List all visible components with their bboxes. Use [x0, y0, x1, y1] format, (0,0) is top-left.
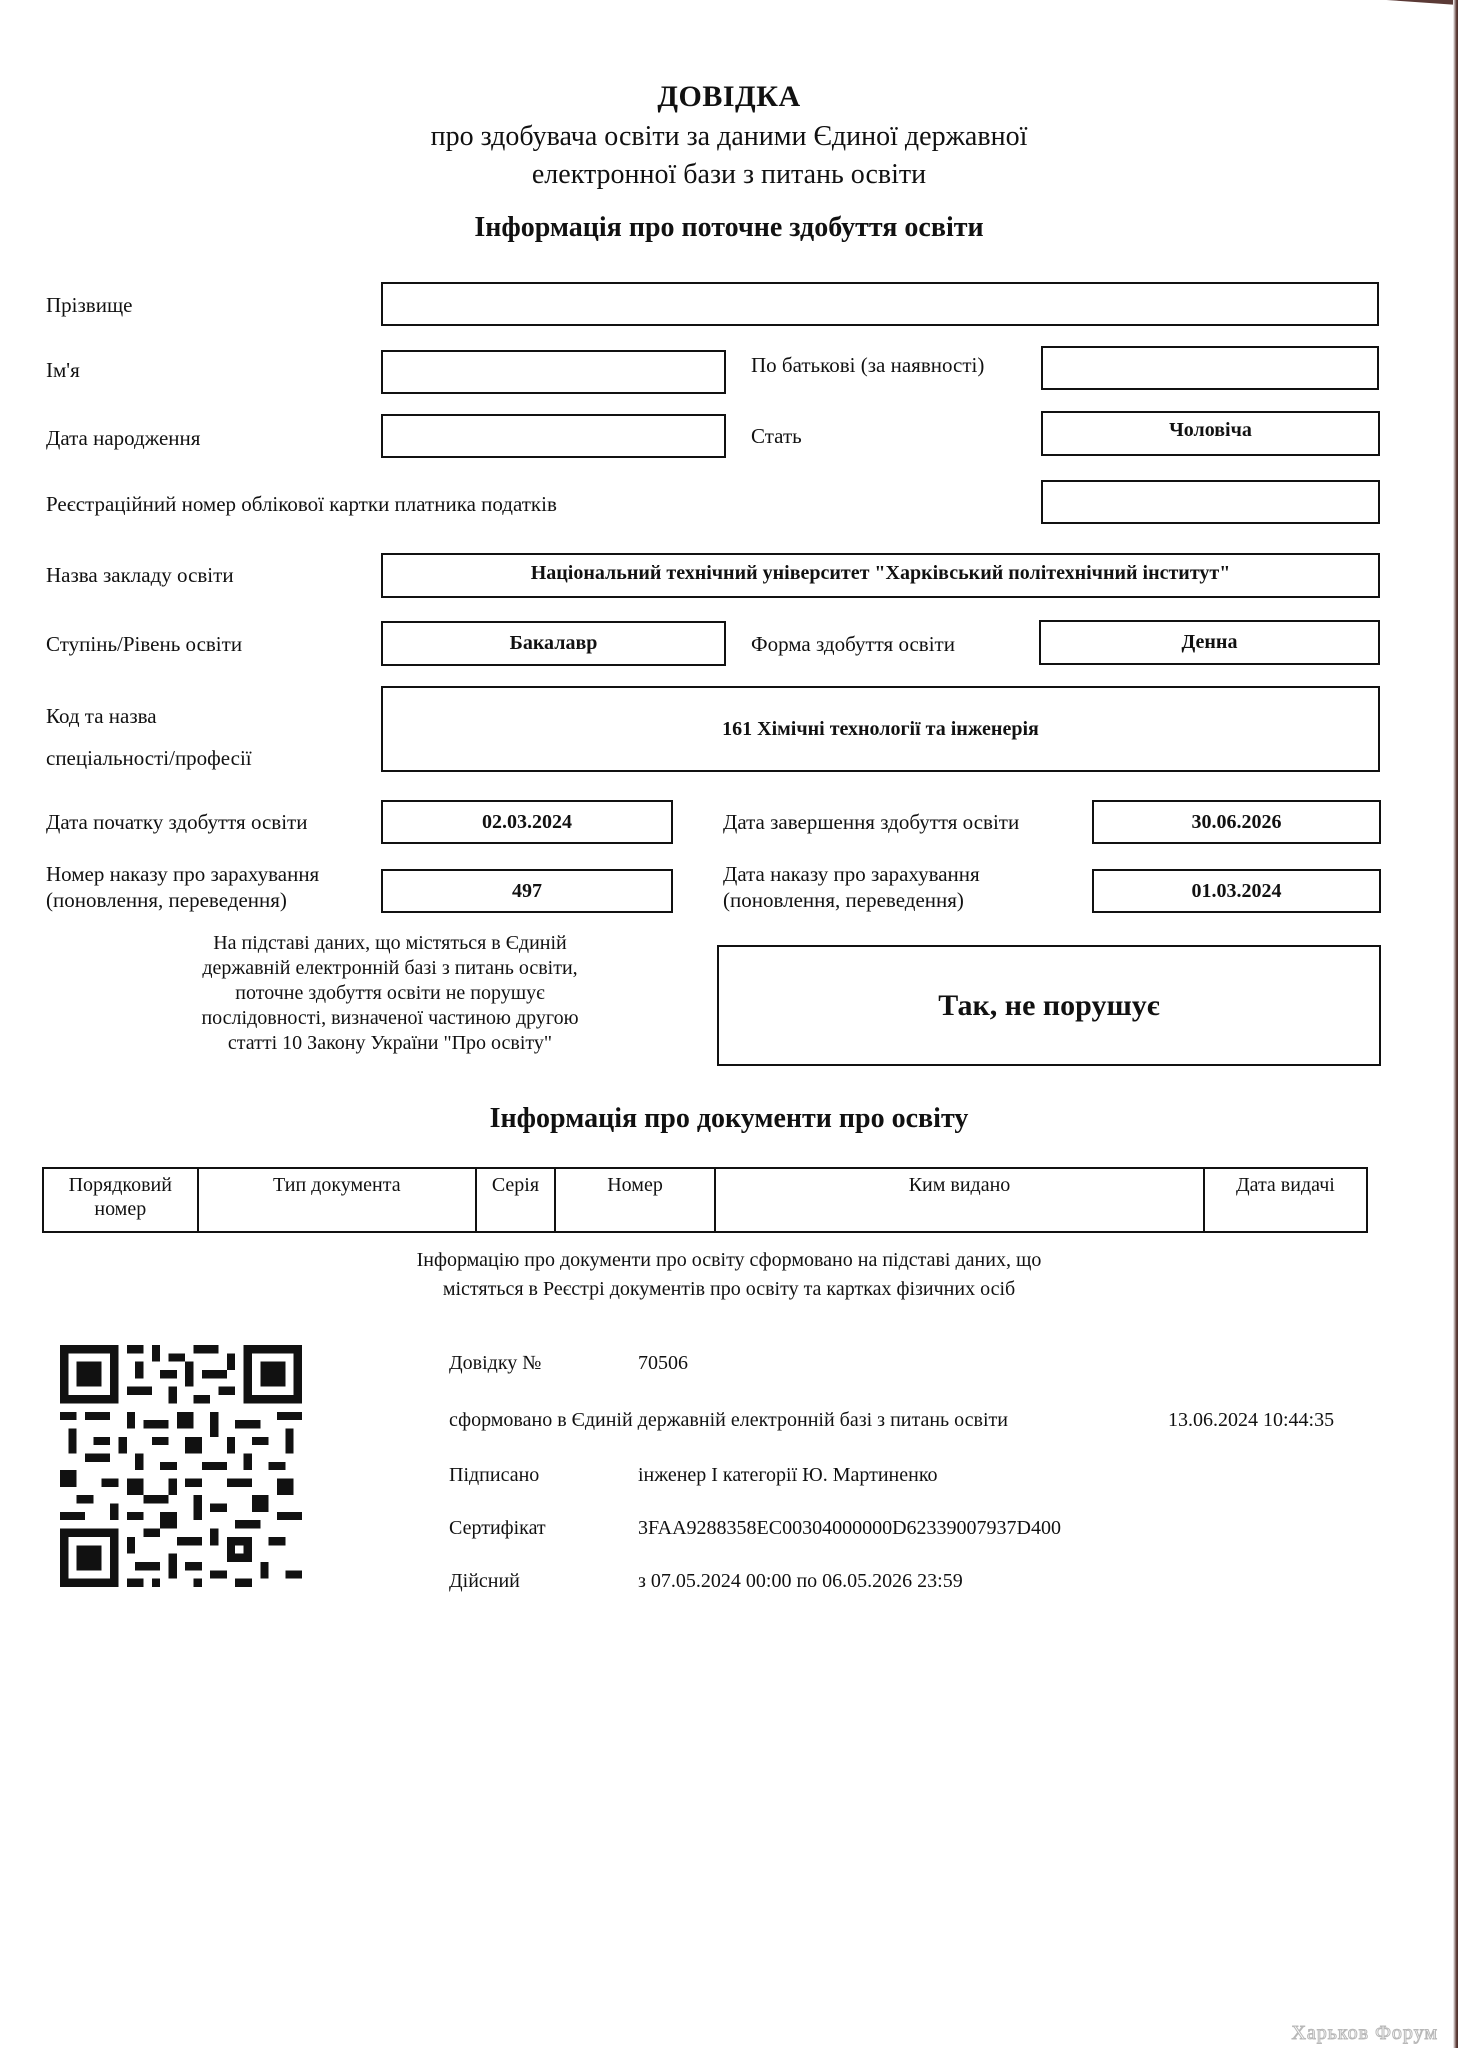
- subtitle-line-2: електронної бази з питань освіти: [531, 159, 927, 190]
- document-title: ДОВІДКА: [657, 80, 801, 113]
- documents-table: [42, 1167, 1368, 1233]
- paper-edge-top: [1338, 0, 1458, 5]
- generated-at: 13.06.2024 10:44:35: [1168, 1409, 1335, 1431]
- degree-label: Ступінь/Рівень освіти: [46, 632, 243, 656]
- documents-note-line-2: містяться в Реєстрі документів про освіту та картках фізичних осіб: [442, 1278, 1016, 1300]
- col-document-type: Тип документа: [198, 1168, 477, 1232]
- first-name-label: Ім'я: [46, 358, 80, 382]
- cert-label: Сертифікат: [449, 1517, 546, 1539]
- sequence-note-line-3: поточне здобуття освіти не порушує: [235, 982, 545, 1004]
- start-date-label: Дата початку здобуття освіти: [46, 810, 308, 834]
- qr-code-icon: [60, 1345, 302, 1587]
- signed-by: інженер I категорії Ю. Мартиненко: [638, 1464, 938, 1486]
- patronymic-label: По батькові (за наявності): [751, 353, 985, 377]
- valid-value: з 07.05.2024 00:00 по 06.05.2026 23:59: [638, 1570, 963, 1592]
- sex-label: Стать: [751, 424, 802, 448]
- sex-field: Чоловіча: [1041, 411, 1380, 456]
- study-form-label: Форма здобуття освіти: [751, 632, 955, 656]
- sequence-result-field: Так, не порушує: [717, 945, 1381, 1066]
- col-issued-by: Ким видано: [715, 1168, 1204, 1232]
- col-series: Серія: [476, 1168, 555, 1232]
- institution-label: Назва закладу освіти: [46, 563, 234, 587]
- first-name-field: [381, 350, 726, 394]
- institution-field: Національний технічний університет "Харківський політехнічний інститут": [381, 553, 1380, 598]
- patronymic-field: [1041, 346, 1379, 390]
- order-date-field: 01.03.2024: [1092, 869, 1381, 913]
- col-number: Номер: [555, 1168, 715, 1232]
- col-ordinal-number: Порядковий номер: [43, 1168, 198, 1232]
- specialty-field: 161 Хімічні технології та інженерія: [381, 686, 1380, 772]
- sequence-note: [150, 931, 630, 1056]
- document-subtitle: [0, 118, 1458, 194]
- sequence-note-line-2: державній електронній базі з питань освіти,: [202, 957, 578, 979]
- surname-field: [381, 282, 1379, 326]
- certificate-number-label: Довідку №: [449, 1352, 542, 1374]
- start-date-field: 02.03.2024: [381, 800, 673, 844]
- end-date-field: 30.06.2026: [1092, 800, 1381, 844]
- col-issue-date: Дата видачі: [1204, 1168, 1367, 1232]
- sequence-note-line-4: послідовності, визначеної частиною другою: [201, 1007, 579, 1029]
- birth-date-label: Дата народження: [46, 426, 201, 450]
- documents-table-header-row: [43, 1168, 1367, 1232]
- order-date-label-line-1: Дата наказу про зарахування: [723, 862, 980, 886]
- surname-label: Прізвище: [46, 293, 133, 317]
- cert-value: 3FAA9288358EC00304000000D62339007937D400: [638, 1517, 1061, 1539]
- order-number-label-line-1: Номер наказу про зарахування: [46, 862, 320, 886]
- documents-note-line-1: Інформацію про документи про освіту сформовано на підставі даних, що: [416, 1249, 1042, 1271]
- generated-label: сформовано в Єдиній державній електронній базі з питань освіти: [449, 1409, 1008, 1431]
- valid-label: Дійсний: [449, 1570, 520, 1592]
- order-date-label-line-2: (поновлення, переведення): [723, 888, 964, 912]
- order-date-label: [723, 861, 980, 913]
- birth-date-field: [381, 414, 726, 458]
- degree-field: Бакалавр: [381, 621, 726, 666]
- specialty-label-line-2: спеціальності/професії: [46, 746, 252, 770]
- sequence-note-line-1: На підставі даних, що містяться в Єдиній: [213, 932, 567, 954]
- certificate-number: 70506: [638, 1352, 688, 1374]
- documents-note: [0, 1246, 1458, 1304]
- order-number-field: 497: [381, 869, 673, 913]
- sequence-note-line-5: статті 10 Закону України "Про освіту": [227, 1032, 553, 1054]
- study-form-field: Денна: [1039, 620, 1380, 665]
- end-date-label: Дата завершення здобуття освіти: [723, 810, 1020, 834]
- tax-id-label: Реєстраційний номер облікової картки платника податків: [46, 492, 557, 516]
- paper-edge-right: [1453, 0, 1458, 2048]
- order-number-label-line-2: (поновлення, переведення): [46, 888, 287, 912]
- section-title-documents: Інформація про документи про освіту: [489, 1103, 969, 1134]
- subtitle-line-1: про здобувача освіти за даними Єдиної державної: [430, 121, 1028, 152]
- specialty-label-line-1: Код та назва: [46, 704, 157, 728]
- section-title-current-education: Інформація про поточне здобуття освіти: [474, 212, 984, 243]
- signed-label: Підписано: [449, 1464, 540, 1486]
- order-number-label: [46, 861, 319, 913]
- watermark: Харьков Форум: [1291, 2022, 1438, 2044]
- specialty-label: [46, 695, 252, 779]
- tax-id-field: [1041, 480, 1380, 524]
